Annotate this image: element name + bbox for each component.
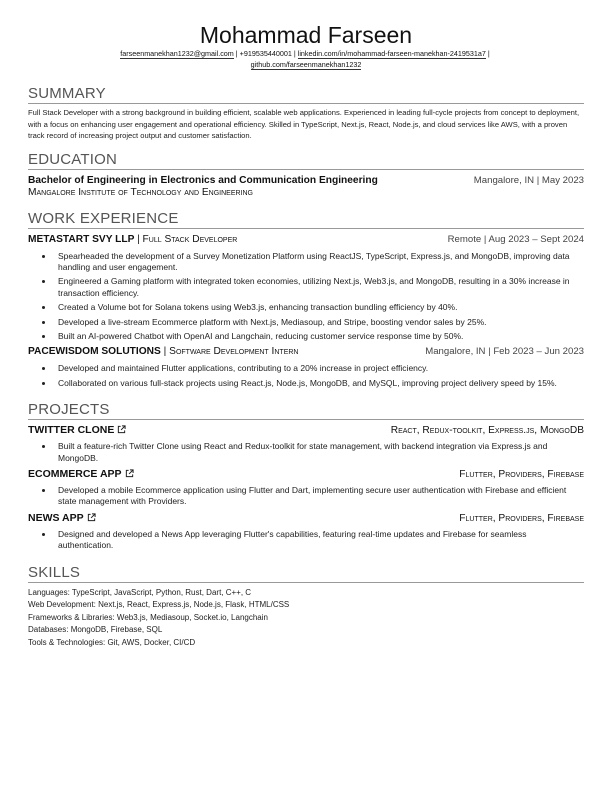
- job-meta: Mangalore, IN | Feb 2023 – Jun 2023: [425, 346, 584, 358]
- external-link-icon[interactable]: [125, 469, 134, 478]
- email-link[interactable]: farseenmanekhan1232@gmail.com: [120, 49, 234, 58]
- list-item: • Developed and maintained Flutter applications, contributing to a 20% increase in project efficiency.: [54, 363, 584, 374]
- job-header: [28, 233, 584, 246]
- project-header: [28, 424, 584, 436]
- job-bullets: [28, 251, 584, 343]
- job-bullets: [28, 363, 584, 389]
- list-item: • Collaborated on various full-stack projects using React.js, Node.js, MongoDB, and MySQL, improving project delivery speed by 15%.: [54, 378, 584, 389]
- skills-heading: SKILLS: [28, 564, 584, 583]
- project-title[interactable]: [28, 468, 134, 480]
- company-name: PACEWISDOM SOLUTIONS: [28, 346, 161, 358]
- project-bullets: [28, 441, 584, 464]
- project-tech: Flutter, Providers, Firebase: [459, 512, 584, 524]
- project-header: [28, 512, 584, 524]
- summary-text: Full Stack Developer with a strong background in building efficient, scalable web applications. Experienced in leading full-cycle projects from concept to deployment, with a focus on enhancing user engagement and operational efficiency. Skilled in TypeScript, Next.js, React, Node.js, and cloud services like AWS, with a proven track record of increasing project output and customer satisfaction.: [28, 108, 580, 140]
- project-name: ECOMMERCE APP: [28, 467, 122, 480]
- job-company: [28, 233, 237, 246]
- project-title[interactable]: [28, 512, 96, 524]
- project-name: TWITTER CLONE: [28, 424, 115, 437]
- skill-line: Databases: MongoDB, Firebase, SQL: [28, 625, 163, 635]
- education-heading: EDUCATION: [28, 151, 584, 170]
- list-item: • Engineered a Gaming platform with integrated token economies, utilizing Next.js, Web3.js, and MongoDB, resulting in a 30% increase in transaction efficiency.: [54, 276, 584, 299]
- skills-list: [28, 587, 584, 650]
- job-role: | Full Stack Developer: [137, 233, 238, 245]
- education-row: [28, 174, 584, 187]
- list-item: • Built an AI-powered Chatbot with OpenAI and Langchain, reducing customer service response time by 50%.: [54, 331, 584, 342]
- list-item: • Created a Volume bot for Solana tokens using Web3.js, enhancing transaction bundling efficiency by 40%.: [54, 302, 584, 313]
- external-link-icon[interactable]: [117, 425, 126, 434]
- project-header: [28, 468, 584, 480]
- summary-heading: SUMMARY: [28, 85, 584, 104]
- linkedin-link[interactable]: linkedin.com/in/mohammad-farseen-manekhan-2419531a7: [297, 49, 486, 58]
- project-tech: React, Redux-toolkit, Express.js, MongoDB: [390, 425, 584, 437]
- contact-line: [28, 48, 584, 70]
- list-item: • Developed a mobile Ecommerce application using Flutter and Dart, implementing secure user authentication with Firebase and efficient state management with Providers.: [54, 485, 584, 508]
- degree-title: Bachelor of Engineering in Electronics and Communication Engineering: [28, 174, 378, 186]
- experience-heading: WORK EXPERIENCE: [28, 210, 584, 229]
- separator: |: [293, 49, 296, 58]
- projects-heading: PROJECTS: [28, 401, 584, 420]
- skill-line: Frameworks & Libraries: Web3.js, Mediasoup, Socket.io, Langchain: [28, 612, 268, 622]
- skill-line: Tools & Technologies: Git, AWS, Docker, CI/CD: [28, 637, 196, 647]
- external-link-icon[interactable]: [87, 513, 96, 522]
- list-item: • Developed a live-stream Ecommerce platform with Next.js, Mediasoup, and Stripe, boosting vendor sales by 25%.: [54, 317, 584, 328]
- list-item: • Designed and developed a News App leveraging Flutter's capabilities, featuring real-time updates and Firebase for seamless authentication.: [54, 529, 584, 552]
- company-name: METASTART SVY LLP: [28, 233, 135, 245]
- list-item: • Built a feature-rich Twitter Clone using React and Redux-toolkit for state management, with backend integration via Express.js and MongoDB.: [54, 441, 584, 464]
- job-meta: Remote | Aug 2023 – Sept 2024: [447, 233, 584, 245]
- job-role: | Software Development Intern: [163, 346, 299, 358]
- project-title[interactable]: [28, 424, 126, 436]
- education-meta: Mangalore, IN | May 2023: [473, 174, 584, 186]
- school-name: Mangalore Institute of Technology and Engineering: [28, 186, 253, 198]
- project-bullets: [28, 529, 584, 552]
- separator: |: [487, 49, 490, 58]
- skill-line: Languages: TypeScript, JavaScript, Python, Rust, Dart, C++, C: [28, 587, 252, 597]
- job-header: [28, 345, 584, 358]
- candidate-name: Mohammad Farseen: [199, 22, 413, 48]
- separator: |: [235, 49, 238, 58]
- job-company: [28, 345, 298, 358]
- project-name: NEWS APP: [28, 511, 84, 524]
- list-item: • Spearheaded the development of a Survey Monetization Platform using ReactJS, TypeScript, Express.js, and MongoDB, improving data handling and user engagement.: [54, 251, 584, 274]
- phone-number: +919535440001: [239, 49, 292, 58]
- project-tech: Flutter, Providers, Firebase: [459, 468, 584, 480]
- github-link[interactable]: github.com/farseenmanekhan1232: [250, 60, 362, 69]
- skill-line: Web Development: Next.js, React, Express.js, Node.js, Flask, HTML/CSS: [28, 600, 290, 610]
- project-bullets: [28, 485, 584, 508]
- resume-page: [28, 22, 584, 649]
